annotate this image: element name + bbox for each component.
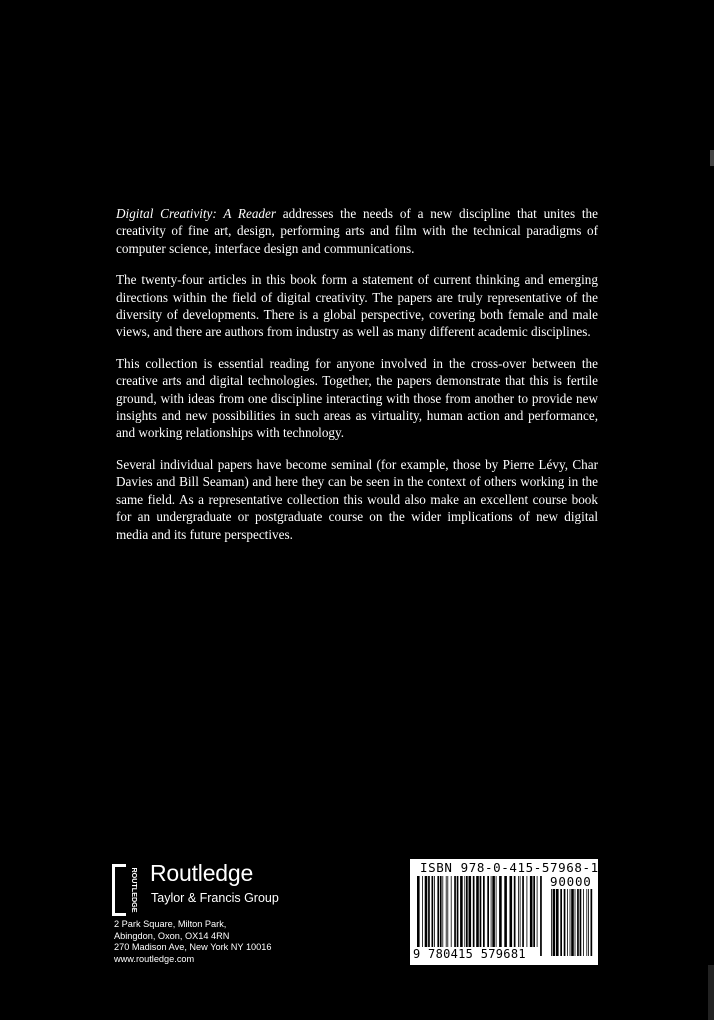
barcode-bar	[530, 876, 533, 947]
barcode-bar	[580, 889, 582, 956]
barcode-bar	[464, 876, 465, 947]
barcode-bar	[437, 876, 439, 947]
publisher-address	[114, 919, 272, 965]
blurb-paragraph-1	[116, 205, 598, 257]
barcode-bar	[567, 889, 568, 956]
back-cover-blurb	[116, 205, 598, 557]
address-line: 270 Madison Ave, New York NY 10016	[114, 942, 272, 953]
barcode-bar	[446, 876, 447, 947]
barcode-bar	[510, 876, 513, 947]
barcode-bar	[556, 889, 559, 956]
barcode-bar	[527, 876, 528, 947]
barcode-bar	[454, 876, 456, 947]
barcode-bar	[440, 876, 442, 947]
ean-digits: 9 780415 579681	[413, 947, 526, 961]
barcode-bar	[434, 876, 435, 947]
barcode-bar	[428, 876, 430, 947]
barcode-bar	[537, 876, 538, 947]
barcode-bar	[483, 876, 485, 956]
barcode-bar	[522, 876, 524, 947]
blurb-paragraph-3: This collection is essential reading for anyone involved in the cross-over between the creative arts and digital technologies. Together, the papers demonstrate that this is fertile ground, with ideas from one discipline interacting with those from another to provide new insights and new possibilities in such areas as virtuality, human action and performance, and working relationships with technology.	[116, 355, 598, 441]
barcode-addon-digits: 90000	[550, 874, 592, 889]
routledge-logo-icon	[112, 864, 142, 916]
publisher-website: www.routledge.com	[114, 953, 195, 964]
address-line: Abingdon, Oxon, OX14 4RN	[114, 930, 230, 941]
barcode-bar	[577, 889, 579, 956]
barcode-bar	[457, 876, 459, 947]
barcode-bar	[553, 889, 556, 956]
barcode-bar	[466, 876, 468, 947]
barcode-bar	[551, 889, 552, 956]
barcode-bar	[575, 889, 576, 956]
barcode-bar	[422, 876, 423, 947]
barcode-bar	[442, 876, 443, 947]
barcode-bar	[460, 876, 463, 947]
barcode-bar	[520, 876, 521, 947]
barcode-bar	[533, 876, 535, 947]
barcode-bar	[588, 889, 589, 956]
blurb-paragraph-4: Several individual papers have become seminal (for example, those by Pierre Lévy, Char Davies and Bill Seaman) and here they can be seen in the context of others working in the same field. As a representative collection this would also make an excellent course book for an undergraduate or postgraduate course on the wider implications of new digital media and its future perspectives.	[116, 456, 598, 542]
address-line: 2 Park Square, Milton Park,	[114, 919, 227, 929]
barcode-bar	[570, 889, 571, 956]
barcode-bar	[583, 889, 584, 956]
barcode-bar	[476, 876, 479, 947]
barcode-bar	[504, 876, 507, 947]
barcode-bar	[432, 876, 434, 947]
barcode-bar	[417, 876, 420, 956]
barcode-bar	[514, 876, 516, 947]
barcode-bar	[491, 876, 492, 947]
barcode-bar	[492, 876, 495, 947]
barcode-bar	[487, 876, 489, 947]
publisher-name: Routledge	[150, 860, 254, 886]
blurb-paragraph-2: The twenty-four articles in this book form a statement of current thinking and emerging directions within the field of digital creativity. The papers are truly representative of the diversity of developments. There is a global perspective, covering both female and male views, and there are authors from industry as well as many different academic disciplines.	[116, 272, 598, 340]
barcode-bars	[416, 876, 544, 956]
barcode-bar	[564, 889, 566, 956]
barcode-bar	[518, 876, 519, 947]
barcode-bar	[425, 876, 428, 947]
barcode-bar	[480, 876, 482, 956]
edge-mark-bottom	[708, 965, 714, 1020]
barcode-bar	[540, 876, 542, 956]
barcode-bar	[499, 876, 502, 947]
barcode-bar	[451, 876, 452, 947]
book-title: Digital Creativity: A Reader	[116, 206, 277, 221]
barcode-bar	[571, 889, 574, 956]
isbn-number: ISBN 978-0-415-57968-1	[420, 860, 599, 875]
isbn-barcode	[410, 859, 598, 965]
barcode-bar	[473, 876, 475, 947]
barcode-bar	[447, 876, 448, 947]
blurb-paragraph-1-text: addresses the needs of a new discipline that unites the creativity of fine art, design, performing arts and film with the technical paradigms of computer science, interface design and communications.	[116, 206, 598, 256]
barcode-bar	[591, 889, 593, 956]
publisher-group: Taylor & Francis Group	[151, 891, 279, 905]
edge-mark	[710, 150, 714, 166]
barcode-addon-bars	[550, 889, 594, 956]
logo-vertical-text: ROUTLEDGE	[130, 867, 139, 913]
barcode-bar	[469, 876, 472, 947]
barcode-bar	[586, 889, 587, 956]
barcode-bar	[560, 889, 562, 956]
barcode-bar	[496, 876, 497, 947]
